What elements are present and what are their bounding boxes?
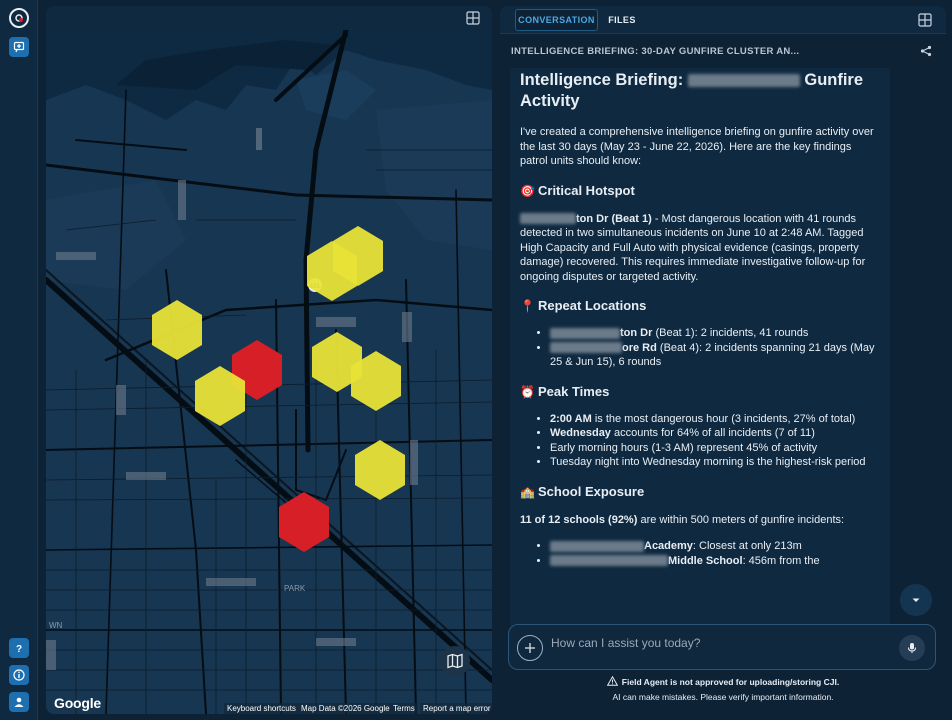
add-attachment-button[interactable] bbox=[517, 635, 543, 661]
tab-files[interactable]: FILES bbox=[608, 15, 636, 25]
redacted-text bbox=[688, 74, 800, 87]
section-heading-school-exposure: 🏫 School Exposure bbox=[520, 483, 645, 499]
app-logo-icon[interactable] bbox=[9, 8, 29, 28]
conversation-header bbox=[500, 35, 946, 67]
user-profile-icon[interactable] bbox=[9, 692, 29, 712]
conversation-title: INTELLIGENCE BRIEFING: 30-DAY GUNFIRE CLUSTER AN... bbox=[511, 46, 800, 57]
map-data-attribution: Map Data ©2026 Google bbox=[298, 703, 393, 714]
cji-warning: Field Agent is not approved for uploading/storing CJI. bbox=[500, 676, 946, 687]
school-icon: 🏫 bbox=[520, 484, 535, 499]
list-item: • ore Rd (Beat 4): 2 incidents spanning 21 days (May 25 & Jun 15), 6 rounds bbox=[550, 341, 880, 370]
left-rail bbox=[0, 0, 38, 720]
redacted-text bbox=[550, 342, 622, 353]
svg-text:?: ? bbox=[15, 644, 23, 654]
map-canvas[interactable] bbox=[46, 30, 492, 714]
list-item: • Tuesday night into Wednesday morning is the highest-risk period bbox=[550, 455, 880, 470]
list-item: • Academy: Closest at only 213m bbox=[550, 539, 880, 554]
warning-icon bbox=[607, 676, 618, 686]
critical-hotspot-text: ton Dr (Beat 1) - Most dangerous location with 41 rounds detected in two simultaneous incidents on June 10 at 2:48 AM. Tagged High Capacity and Full Auto with physical evidence (casings, property damage) recovered. This requires immediate investigative follow-up for ongoing disputes or targeted activity. bbox=[520, 212, 866, 283]
redacted-text bbox=[550, 328, 620, 339]
share-icon[interactable] bbox=[920, 45, 932, 57]
microphone-icon bbox=[906, 642, 918, 654]
school-exposure-text: 11 of 12 schools (92%) are within 500 meters of gunfire incidents: bbox=[520, 513, 845, 526]
assistant-message bbox=[510, 68, 890, 628]
redacted-text bbox=[520, 213, 576, 224]
voice-input-button[interactable] bbox=[899, 635, 925, 661]
peak-times-list bbox=[520, 412, 880, 470]
briefing-intro: I've created a comprehensive intelligence briefing on gunfire activity over the last 30 days (May 23 - June 22, 2026). Here are the key findings patrol units should know: bbox=[520, 126, 874, 167]
chat-input-box bbox=[508, 624, 936, 670]
redacted-text bbox=[550, 541, 644, 552]
map-label-wn: WN bbox=[49, 621, 63, 630]
chat-input[interactable] bbox=[551, 633, 881, 653]
alarm-clock-icon: ⏰ bbox=[520, 384, 535, 399]
briefing-title: Intelligence Briefing: Gunfire Activity bbox=[520, 71, 864, 110]
chevron-down-icon bbox=[910, 594, 922, 606]
map-icon bbox=[447, 653, 463, 669]
scroll-to-bottom-button[interactable] bbox=[900, 584, 932, 616]
conversation-panel bbox=[500, 6, 946, 714]
section-heading-critical-hotspot: 🎯 Critical Hotspot bbox=[520, 182, 635, 198]
list-item: • Early morning hours (1-3 AM) represent 45% of activity bbox=[550, 441, 880, 456]
help-icon[interactable] bbox=[9, 638, 29, 658]
google-logo: Google bbox=[54, 695, 102, 711]
ai-disclaimer: AI can make mistakes. Please verify important information. bbox=[612, 692, 834, 702]
map-layers-button[interactable] bbox=[440, 646, 470, 676]
redacted-text bbox=[550, 555, 668, 566]
target-icon: 🎯 bbox=[520, 183, 535, 198]
plus-icon bbox=[524, 642, 536, 654]
expand-panel-icon[interactable] bbox=[918, 13, 932, 27]
new-chat-icon[interactable] bbox=[9, 37, 29, 57]
section-heading-peak-times: ⏰ Peak Times bbox=[520, 383, 610, 399]
pin-icon: 📍 bbox=[520, 299, 535, 313]
terms-link[interactable]: Terms bbox=[390, 703, 418, 714]
list-item: • Wednesday accounts for 64% of all incidents (7 of 11) bbox=[550, 426, 880, 441]
map-toolbar bbox=[46, 6, 492, 30]
list-item: • ton Dr (Beat 1): 2 incidents, 41 rounds bbox=[550, 326, 880, 341]
map-label-park: PARK bbox=[284, 584, 306, 593]
list-item: • 2:00 AM is the most dangerous hour (3 incidents, 27% of total) bbox=[550, 412, 880, 427]
section-heading-repeat-locations: 📍 Repeat Locations bbox=[520, 298, 647, 313]
report-map-error-link[interactable]: Report a map error bbox=[420, 703, 492, 714]
school-exposure-list bbox=[520, 539, 880, 568]
list-item: • Middle School: 456m from the bbox=[550, 554, 880, 569]
keyboard-shortcuts-link[interactable]: Keyboard shortcuts bbox=[224, 703, 299, 714]
info-icon[interactable] bbox=[9, 665, 29, 685]
panel-tabs bbox=[500, 6, 946, 34]
expand-panel-icon[interactable] bbox=[466, 11, 480, 25]
map-panel bbox=[46, 6, 492, 714]
tab-conversation[interactable]: CONVERSATION bbox=[515, 9, 598, 31]
repeat-locations-list bbox=[520, 326, 880, 370]
